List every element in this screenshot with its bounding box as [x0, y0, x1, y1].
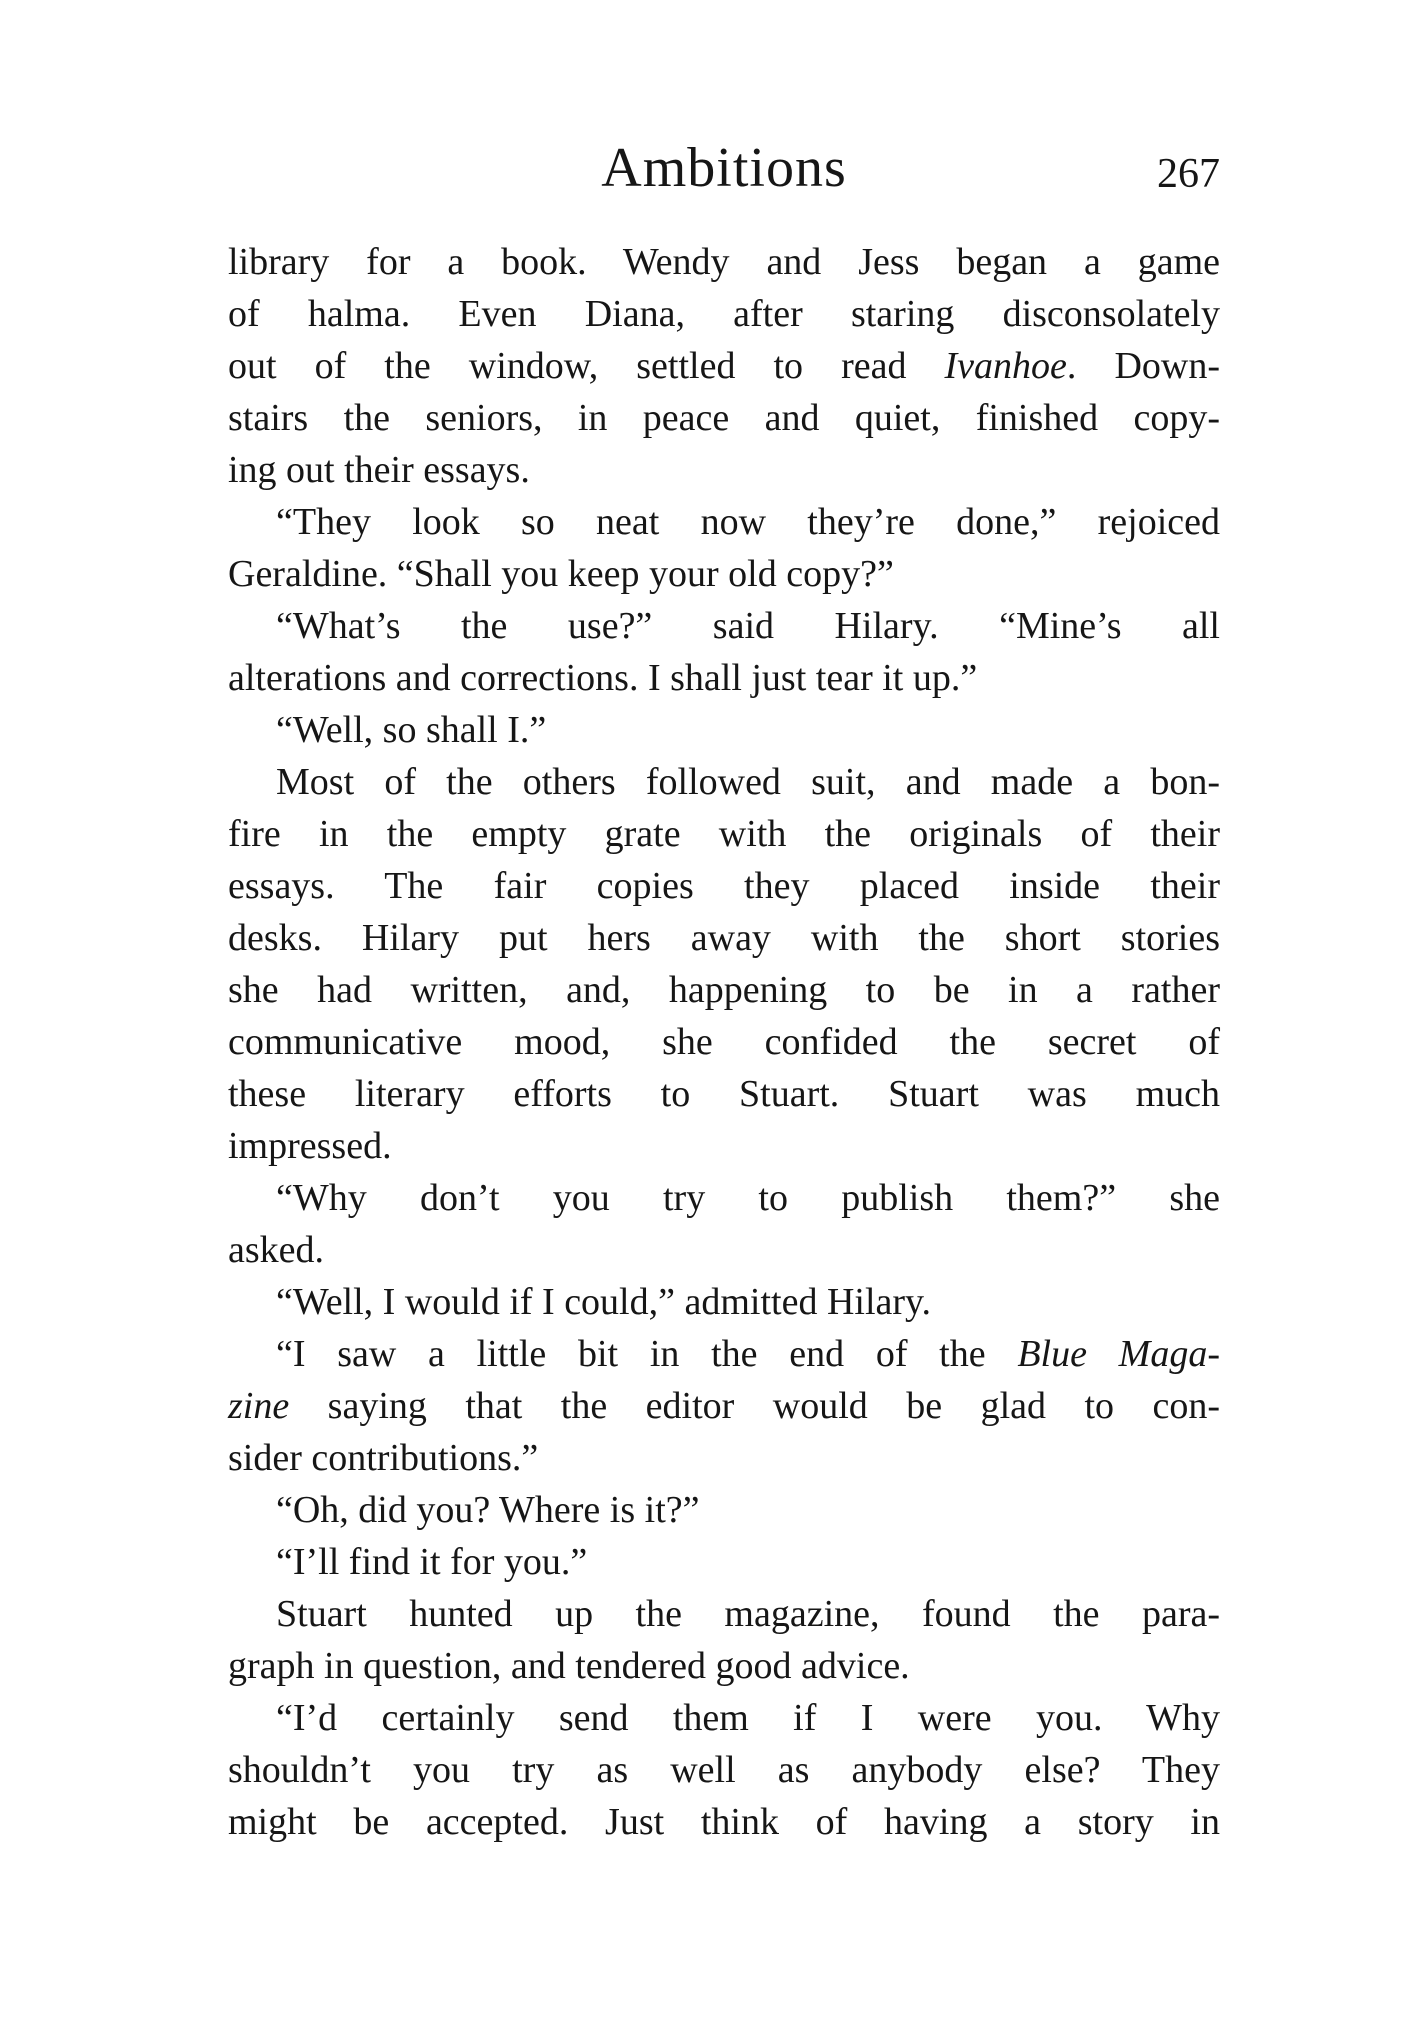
text-line: desks. Hilary put hers away with the short stories	[228, 917, 1220, 959]
text-line: graph in question, and tendered good advice.	[228, 1645, 910, 1687]
text-line: “Well, I would if I could,” admitted Hilary.	[276, 1281, 932, 1323]
text-line: “I saw a little bit in the end of the Blue Maga-	[276, 1333, 1220, 1375]
text-line: these literary efforts to Stuart. Stuart was much	[228, 1073, 1220, 1115]
text-line: “Why don’t you try to publish them?” she	[276, 1177, 1220, 1219]
text-line: fire in the empty grate with the originals of their	[228, 813, 1220, 855]
running-title: Ambitions	[601, 137, 847, 199]
text-line: ing out their essays.	[228, 449, 530, 491]
text-line: Geraldine. “Shall you keep your old copy?”	[228, 553, 894, 595]
text-line: library for a book. Wendy and Jess began a game	[228, 241, 1220, 283]
text-line: stairs the seniors, in peace and quiet, finished copy-	[228, 397, 1220, 439]
text-line: “What’s the use?” said Hilary. “Mine’s all	[276, 605, 1220, 647]
text-line: asked.	[228, 1229, 325, 1271]
text-line: Most of the others followed suit, and made a bon-	[276, 761, 1220, 803]
body-text	[228, 236, 1220, 1848]
text-line: “They look so neat now they’re done,” rejoiced	[276, 501, 1220, 543]
text-line: “I’ll find it for you.”	[276, 1541, 588, 1583]
page-number: 267	[1157, 151, 1220, 197]
text-line: sider contributions.”	[228, 1437, 539, 1479]
text-line: communicative mood, she confided the secret of	[228, 1021, 1220, 1063]
text-line: out of the window, settled to read Ivanhoe. Down-	[228, 345, 1220, 387]
text-line: Stuart hunted up the magazine, found the para-	[276, 1593, 1220, 1635]
page-header	[228, 128, 1220, 208]
text-line: impressed.	[228, 1125, 392, 1167]
text-line: “Well, so shall I.”	[276, 709, 547, 751]
text-line: zine saying that the editor would be glad to con-	[228, 1385, 1220, 1427]
text-line: of halma. Even Diana, after staring disconsolately	[228, 293, 1220, 335]
text-line: alterations and corrections. I shall just tear it up.”	[228, 657, 978, 699]
text-line: “I’d certainly send them if I were you. Why	[276, 1697, 1220, 1739]
text-line: shouldn’t you try as well as anybody else? They	[228, 1749, 1220, 1791]
text-line: essays. The fair copies they placed inside their	[228, 865, 1220, 907]
text-line: she had written, and, happening to be in a rather	[228, 969, 1220, 1011]
text-line: might be accepted. Just think of having a story in	[228, 1801, 1220, 1843]
text-line: “Oh, did you? Where is it?”	[276, 1489, 700, 1531]
